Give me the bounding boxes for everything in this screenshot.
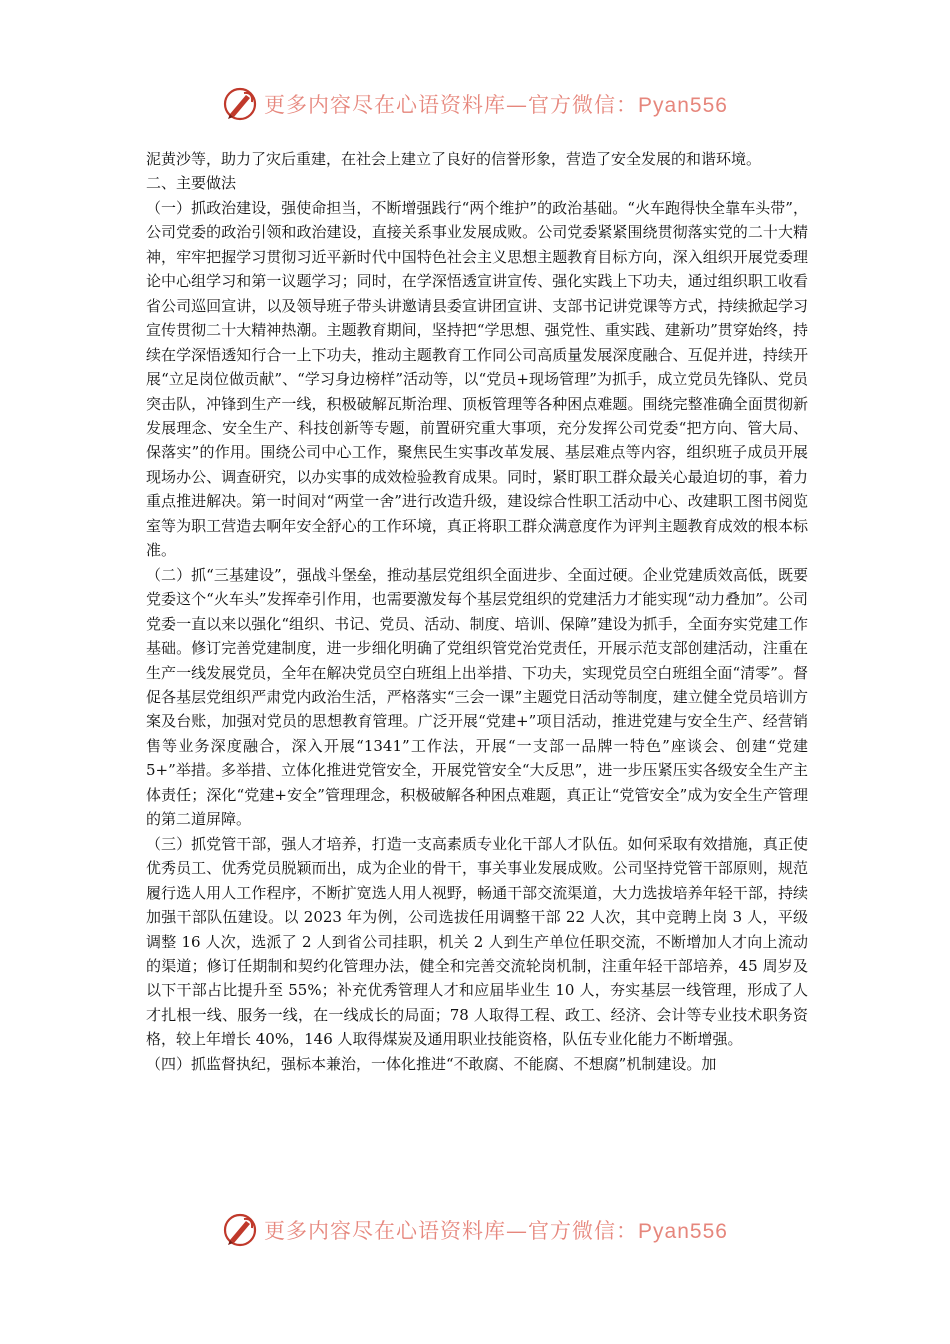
header-banner [0, 82, 950, 126]
pen-logo-icon [222, 1212, 258, 1248]
paragraph-4: （四）抓监督执纪，强标本兼治，一体化推进“不敢腐、不能腐、不想腐”机制建设。加 [146, 1054, 717, 1073]
paragraph-0: 泥黄沙等，助力了灾后重建，在社会上建立了良好的信誉形象，营造了安全发展的和谐环境。 [146, 150, 762, 168]
section-heading: 二、主要做法 [146, 174, 237, 193]
paragraph-2: （二）抓“三基建设”，强战斗堡垒，推动基层党组织全面进步、全面过硬。企业党建质效高低，既要党委这个“火车头”发挥牵引作用，也需要激发每个基层党组织的党建活力才能实现“动力叠加”。公司党委一直以来以强化“组织、书记、党员、活动、制度、培训、保障”建设为抓手，全面夯实党建工作基础。修订完善党建制度，进一步细化明确了党组织管党治党责任，开展示范支部创建活动，注重在生产一线发展党员，全年在解决党员空白班组上出举措、下功夫，实现党员空白班组全面“清零”。督促各基层党组织严肃党内政治生活，严格落实“三会一课”主题党日活动等制度，建立健全党员培训方案及台账，加强对党员的思想教育管理。广泛开展“党建+”项目活动，推进党建与安全生产、经营销售等业务深度融合，深入开展“1341”工作法，开展“一支部一品牌一特色”座谈会、创建“党建 5+”举措。多举措、立体化推进党管安全，开展党管安全“大反思”，进一步压紧压实各级安全生产主体责任；深化“党建+安全”管理理念，积极破解各种困点难题，真正让“党管安全”成为安全生产管理的第二道屏障。 [146, 565, 808, 829]
footer-banner-label: 更多内容尽在心语资料库—官方微信： [264, 1219, 639, 1243]
header-banner-label: 更多内容尽在心语资料库—官方微信： [264, 93, 639, 117]
footer-wechat-id: Pyan556 [638, 1220, 728, 1243]
paragraph-1: （一）抓政治建设，强使命担当，不断增强践行“两个维护”的政治基础。“火车跑得快全靠车头带”，公司党委的政治引领和政治建设，直接关系事业发展成败。公司党委紧紧围绕贯彻落实党的二十大精神，牢牢把握学习贯彻习近平新时代中国特色社会主义思想主题教育目标方向，深入组织开展党委理论中心组学习和第一议题学习；同时，在学深悟透宣讲宣传、强化实践上下功夫，通过组织职工收看省公司巡回宣讲，以及领导班子带头讲邀请县委宣讲团宣讲、支部书记讲党课等方式，持续掀起学习宣传贯彻二十大精神热潮。主题教育期间，坚持把“学思想、强党性、重实践、建新功”贯穿始终，持续在学深悟透知行合一上下功夫，推动主题教育工作同公司高质量发展深度融合、互促并进，持续开展“立足岗位做贡献”、“学习身边榜样”活动等，以“党员+现场管理”为抓手，成立党员先锋队、党员突击队，冲锋到生产一线，积极破解瓦斯治理、顶板管理等各种困点难题。围绕完整准确全面贯彻新发展理念、安全生产、科技创新等专题，前置研究重大事项，充分发挥公司党委“把方向、管大局、保落实”的作用。围绕公司中心工作，聚焦民生实事改革发展、基层难点等内容，组织班子成员开展现场办公、调查研究，以办实事的成效检验教育成果。同时，紧盯职工群众最关心最迫切的事，着力重点推进解决。第一时间对“两堂一舍”进行改造升级，建设综合性职工活动中心、改建职工图书阅览室等为职工营造去啊年安全舒心的工作环境，真正将职工群众满意度作为评判主题教育成效的根本标准。 [146, 198, 808, 560]
footer-banner [0, 1208, 950, 1252]
pen-logo-icon [222, 86, 258, 122]
paragraph-3: （三）抓党管干部，强人才培养，打造一支高素质专业化干部人才队伍。如何采取有效措施，真正使优秀员工、优秀党员脱颖而出，成为企业的骨干，事关事业发展成败。公司坚持党管干部原则，规范履行选人用人工作程序，不断扩宽选人用人视野，畅通干部交流渠道，大力选拔培养年轻干部，持续加强干部队伍建设。以 2023 年为例，公司选拔任用调整干部 22 人次，其中竞聘上岗 3 人，平级调整 16 人次，选派了 2 人到省公司挂职，机关 2 人到生产单位任职交流，不断增加人才向上流动的渠道；修订任期制和契约化管理办法，健全和完善交流轮岗机制，注重年轻干部培养，45 周岁及以下干部占比提升至 55%；补充优秀管理人才和应届毕业生 10 人，夯实基层一线管理，形成了人才扎根一线、服务一线，在一线成长的局面；78 人取得工程、政工、经济、会计等专业技术职务资格，较上年增长 40%，146 人取得煤炭及通用职业技能资格，队伍专业化能力不断增强。 [146, 834, 808, 1049]
document-body [146, 147, 808, 1076]
footer-banner-text [264, 1215, 728, 1245]
header-banner-text [264, 89, 728, 119]
header-wechat-id: Pyan556 [638, 94, 728, 117]
